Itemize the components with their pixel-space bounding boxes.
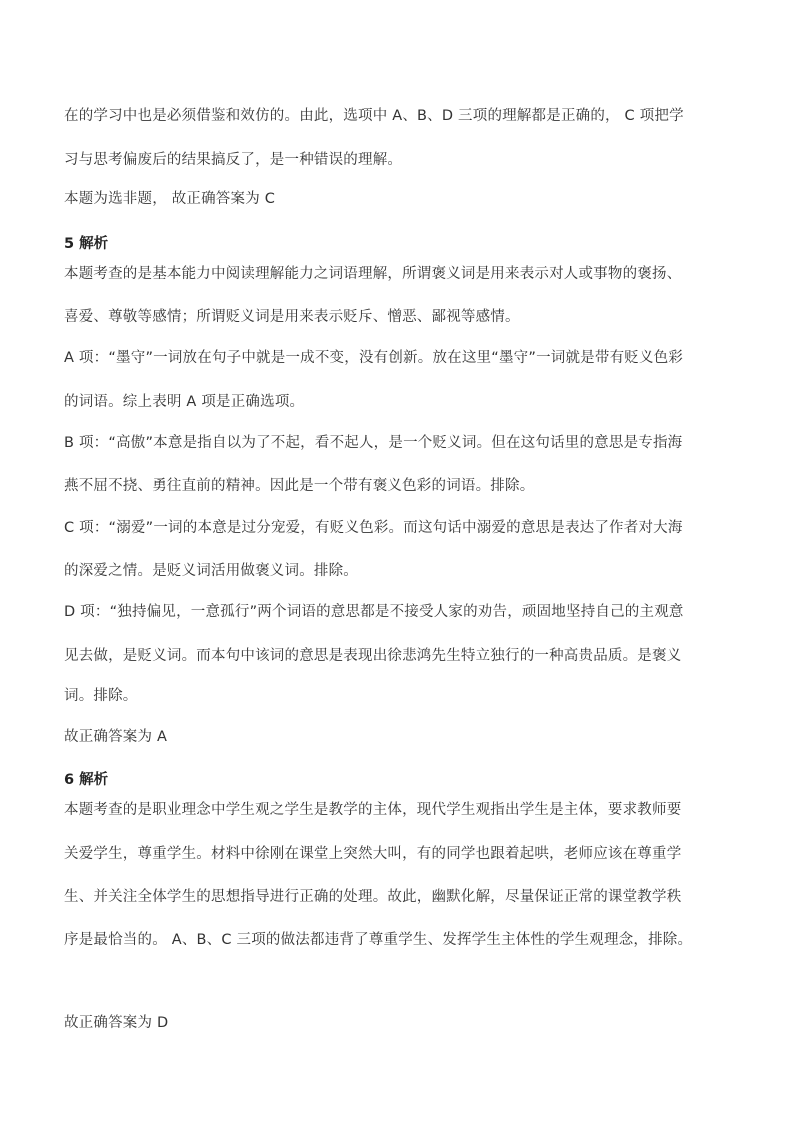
section-heading-5: 5 解析: [64, 236, 109, 252]
text-line: 燕不屈不挠、勇往直前的精神。因此是一个带有褒义色彩的词语。排除。: [64, 478, 535, 494]
text-line: C 项：“溺爱”一词的本意是过分宠爱，有贬义色彩。而这句话中溺爱的意思是表达了作者对大海: [64, 520, 683, 536]
answer-line: 本题为选非题， 故正确答案为 C: [64, 191, 276, 207]
text-line: 生、并关注全体学生的思想指导进行正确的处理。故此，幽默化解，尽量保证正常的课堂教学秩: [64, 889, 682, 905]
text-line: 序是最恰当的。 A、B、C 三项的做法都违背了尊重学生、发挥学生主体性的学生观理念，排除。: [64, 932, 693, 948]
text-line: 词。排除。: [64, 688, 138, 704]
section-heading-6: 6 解析: [64, 772, 109, 788]
text-line: 习与思考偏废后的结果搞反了，是一种错误的理解。: [64, 152, 403, 168]
text-line: D 项：“独持偏见，一意孤行”两个词语的意思都是不接受人家的劝告，顽固地坚持自己的主观意: [64, 604, 684, 620]
text-line: B 项：“高傲”本意是指自以为了不起，看不起人，是一个贬义词。但在这句话里的意思是专指海: [64, 435, 683, 451]
text-line: 的词语。综上表明 A 项是正确选项。: [64, 394, 305, 410]
text-line: 喜爱、尊敬等感情；所谓贬义词是用来表示贬斥、憎恶、鄙视等感情。: [64, 309, 520, 325]
text-line: 本题考查的是基本能力中阅读理解能力之词语理解，所谓褒义词是用来表示对人或事物的褒扬、: [64, 266, 682, 282]
answer-line: 故正确答案为 D: [64, 1015, 169, 1031]
text-line: 本题考查的是职业理念中学生观之学生是教学的主体，现代学生观指出学生是主体，要求教师要: [64, 802, 682, 818]
text-line: A 项：“墨守”一词放在句子中就是一成不变，没有创新。放在这里“墨守”一词就是带有贬义色彩: [64, 350, 684, 366]
text-line: 的深爱之情。是贬义词活用做褒义词。排除。: [64, 563, 358, 579]
text-line: 在的学习中也是必须借鉴和效仿的。由此，选项中 A、B、D 三项的理解都是正确的， C 项把学: [64, 108, 684, 124]
answer-line: 故正确答案为 A: [64, 729, 168, 745]
text-line: 关爱学生，尊重学生。材料中徐刚在课堂上突然大叫，有的同学也跟着起哄，老师应该在尊重学: [64, 846, 682, 862]
text-line: 见去做，是贬义词。而本句中该词的意思是表现出徐悲鸿先生特立独行的一种高贵品质。是褒义: [64, 648, 682, 664]
